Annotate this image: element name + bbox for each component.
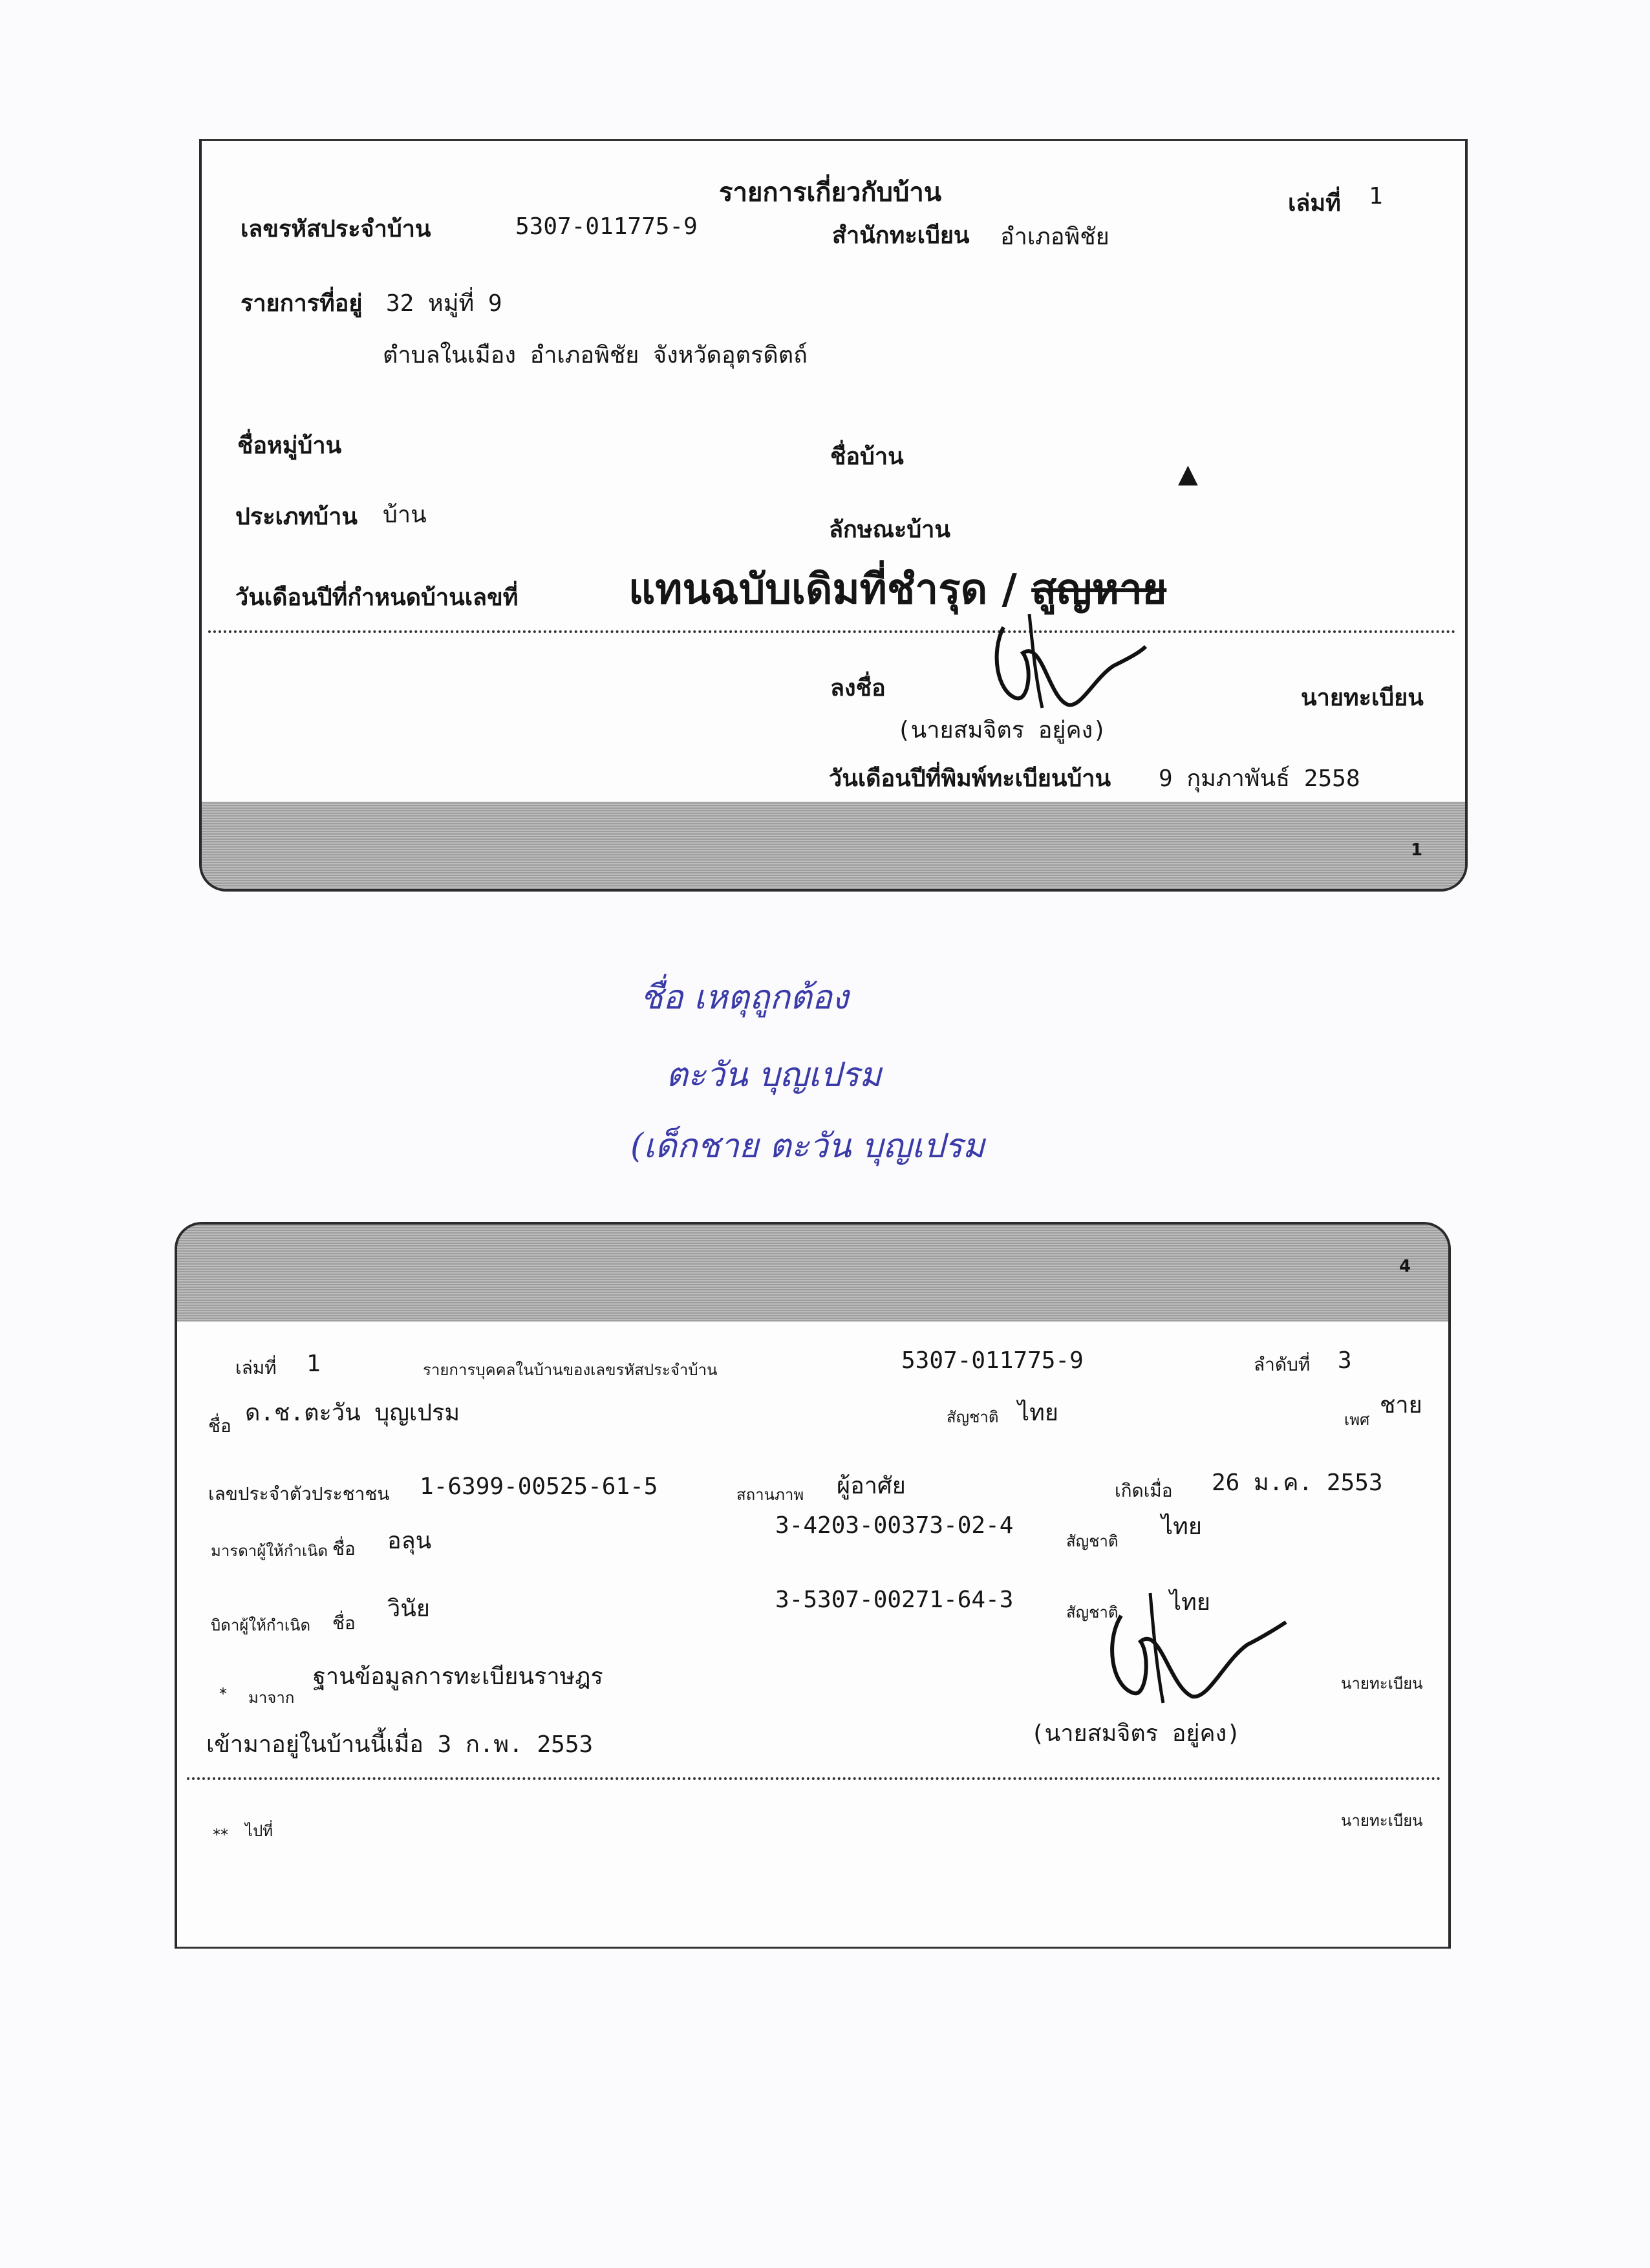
assign-date-label: วันเดือนปีที่กำหนดบ้านเลขที่: [235, 584, 519, 611]
id-number: 1-6399-00525-61-5: [420, 1473, 658, 1500]
address-line2: ตำบลในเมือง อำเภอพิชัย จังหวัดอุตรดิตถ์: [383, 342, 808, 369]
birth-label: เกิดเมื่อ: [1115, 1480, 1173, 1501]
house-type: บ้าน: [383, 502, 427, 528]
house-code: 5307-011775-9: [515, 213, 698, 240]
ink-mark: ▲: [1178, 459, 1198, 489]
mother-name: อลุน: [387, 1528, 432, 1554]
mother-id: 3-4203-00373-02-4: [775, 1512, 1014, 1539]
house-code-label: เลขรหัสประจำบ้าน: [241, 216, 431, 242]
nationality: ไทย: [1018, 1400, 1058, 1426]
house-type-label: ประเภทบ้าน: [235, 504, 358, 530]
book-number: 1: [1369, 183, 1383, 209]
registrar-label: นายทะเบียน: [1341, 1674, 1423, 1693]
page-number: 1: [1411, 840, 1423, 860]
mother-nationality-label: สัญชาติ: [1066, 1532, 1119, 1550]
book-number: 1: [306, 1351, 321, 1377]
order-number: 3: [1338, 1347, 1352, 1374]
order-label: ลำดับที่: [1254, 1354, 1311, 1375]
mother-label: มารดาผู้ให้กำเนิด: [211, 1542, 328, 1560]
dotted-divider: [187, 1777, 1441, 1780]
to-label: ไปที่: [245, 1822, 273, 1840]
book-label: เล่มที่: [1288, 190, 1341, 217]
house-feature-label: ลักษณะบ้าน: [829, 517, 950, 543]
father-label: บิดาผู้ให้กำเนิด: [211, 1616, 311, 1634]
address-label: รายการที่อยู่: [241, 290, 363, 317]
id-label: เลขประจำตัวประชาชน: [208, 1483, 390, 1504]
father-nationality: ไทย: [1170, 1589, 1210, 1616]
handwritten-line1: ชื่อ เหตุถูกต้อง: [640, 978, 849, 1017]
registrar-signature: [1095, 1577, 1289, 1706]
handwritten-line3: (เด็กชาย ตะวัน บุญเปรม: [630, 1127, 985, 1166]
from-value: ฐานข้อมูลการทะเบียนราษฎร: [313, 1664, 603, 1690]
house-info-card: [199, 139, 1468, 892]
village-label: ชื่อหมู่บ้าน: [237, 433, 342, 459]
birth-date: 26 ม.ค. 2553: [1212, 1470, 1383, 1496]
registrar-label: นายทะเบียน: [1301, 685, 1424, 711]
registrar-label-2: นายทะเบียน: [1341, 1812, 1423, 1830]
person-name: ด.ช.ตะวัน บุญเปรม: [245, 1400, 460, 1426]
from-star: *: [219, 1685, 227, 1703]
registry-label: สำนักทะเบียน: [832, 222, 970, 249]
father-nationality-label: สัญชาติ: [1066, 1603, 1119, 1621]
to-star: **: [213, 1826, 228, 1844]
stamp-struck-text: สูญหาย: [1031, 566, 1167, 614]
print-date-label: วันเดือนปีที่พิมพ์ทะเบียนบ้าน: [829, 765, 1111, 792]
stamp-text: แทนฉบับเดิมที่ชำรุด /: [628, 566, 1017, 614]
card-bottom-border: [177, 1947, 1448, 1949]
sex-label: เพศ: [1344, 1411, 1370, 1429]
person-info-card: [175, 1222, 1451, 1949]
house-name-label: ชื่อบ้าน: [830, 444, 904, 470]
card-top-border: [202, 139, 1465, 141]
father-name: วินัย: [387, 1596, 430, 1622]
book-label: เล่มที่: [235, 1357, 277, 1378]
father-name-label: ชื่อ: [332, 1612, 356, 1634]
moved-in-text: เข้ามาอยู่ในบ้านนี้เมื่อ 3 ก.พ. 2553: [206, 1731, 594, 1758]
handwritten-line2: ตะวัน บุญเปรม: [666, 1056, 882, 1095]
name-label: ชื่อ: [208, 1415, 231, 1437]
registrar-name: (นายสมจิตร อยู่คง): [1031, 1720, 1241, 1747]
address-line1: 32 หมู่ที่ 9: [386, 290, 502, 317]
mother-nationality: ไทย: [1161, 1514, 1202, 1540]
status: ผู้อาศัย: [837, 1473, 906, 1499]
sign-label: ลงชื่อ: [830, 675, 886, 701]
person-list-label: รายการบุคคลในบ้านของเลขรหัสประจำบ้าน: [423, 1361, 718, 1379]
status-label: สถานภาพ: [736, 1486, 804, 1504]
registry-value: อำเภอพิชัย: [1000, 224, 1109, 250]
page-number: 4: [1399, 1257, 1411, 1276]
sex: ชาย: [1380, 1392, 1422, 1418]
house-code: 5307-011775-9: [901, 1347, 1084, 1374]
mother-name-label: ชื่อ: [332, 1538, 356, 1559]
card-shaded-header: [177, 1225, 1448, 1321]
father-id: 3-5307-00271-64-3: [775, 1587, 1014, 1613]
registrar-name: (นายสมจิตร อยู่คง): [897, 717, 1107, 744]
card-title: รายการเกี่ยวกับบ้าน: [719, 178, 942, 208]
card-shaded-footer: [202, 802, 1465, 889]
print-date: 9 กุมภาพันธ์ 2558: [1159, 765, 1360, 792]
nationality-label: สัญชาติ: [947, 1408, 999, 1426]
from-label: มาจาก: [248, 1689, 295, 1707]
dotted-divider: [208, 630, 1456, 633]
registrar-signature: [984, 601, 1152, 718]
